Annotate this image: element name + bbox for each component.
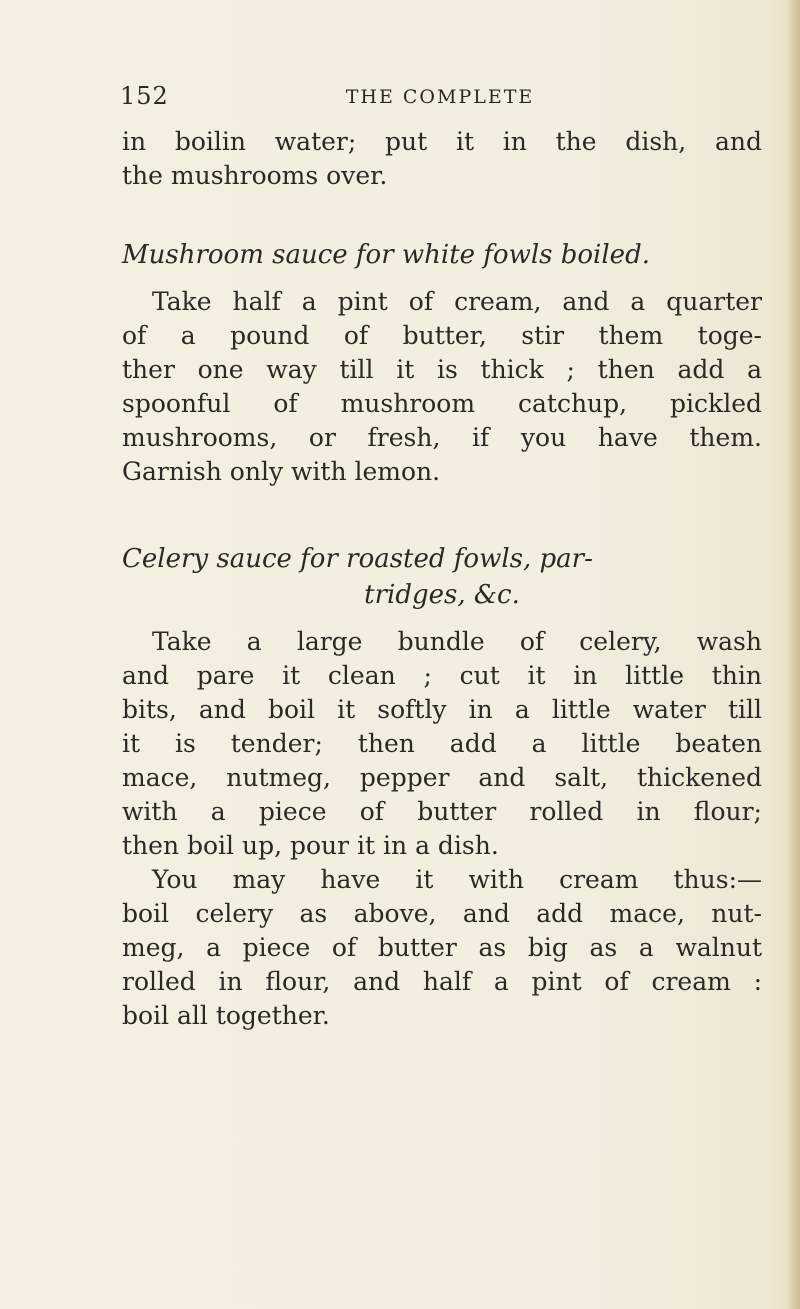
recipe-title: Mushroom sauce for white fowls boiled. xyxy=(122,240,650,270)
text-line: spoonful of mushroom catchup, pickled xyxy=(122,389,762,418)
text-line: then boil up, pour it in a dish. xyxy=(122,831,499,860)
text-line: You may have it with cream thus:— xyxy=(152,865,762,894)
text-line: Take a large bundle of celery, wash xyxy=(152,627,762,656)
page-body xyxy=(122,125,762,1033)
text-line: bits, and boil it softly in a little water till xyxy=(122,695,762,724)
text-line: in boilin water; put it in the dish, and xyxy=(122,127,762,156)
text-line: rolled in flour, and half a pint of cream : xyxy=(122,967,762,996)
page-number: 152 xyxy=(120,82,169,110)
continuation-paragraph xyxy=(122,125,762,193)
recipe-paragraph xyxy=(122,285,762,489)
text-line: and pare it clean ; cut it in little thin xyxy=(122,661,762,690)
page-edge-shadow xyxy=(786,0,800,1309)
text-line: it is tender; then add a little beaten xyxy=(122,729,762,758)
text-line: the mushrooms over. xyxy=(122,161,388,190)
text-line: of a pound of butter, stir them toge- xyxy=(122,321,762,350)
recipe-paragraph xyxy=(122,863,762,1033)
recipe-paragraph xyxy=(122,625,762,863)
recipe-celery-sauce xyxy=(122,541,762,1033)
recipe-title: Celery sauce for roasted fowls, par- xyxy=(122,544,593,574)
text-line: boil all together. xyxy=(122,1001,330,1030)
text-line: ther one way till it is thick ; then add a xyxy=(122,355,762,384)
text-line: Take half a pint of cream, and a quarter xyxy=(152,287,762,316)
running-head: THE COMPLETE xyxy=(345,86,535,108)
text-line: mushrooms, or fresh, if you have them. xyxy=(122,423,762,452)
text-line: meg, a piece of butter as big as a walnut xyxy=(122,933,762,962)
text-line: boil celery as above, and add mace, nut- xyxy=(122,899,762,928)
recipe-mushroom-sauce xyxy=(122,237,762,489)
text-line: mace, nutmeg, pepper and salt, thickened xyxy=(122,763,762,792)
text-line: Garnish only with lemon. xyxy=(122,457,441,486)
recipe-title-continued: tridges, &c. xyxy=(364,580,520,610)
page-header xyxy=(120,82,760,116)
text-line: with a piece of butter rolled in flour; xyxy=(122,797,762,826)
